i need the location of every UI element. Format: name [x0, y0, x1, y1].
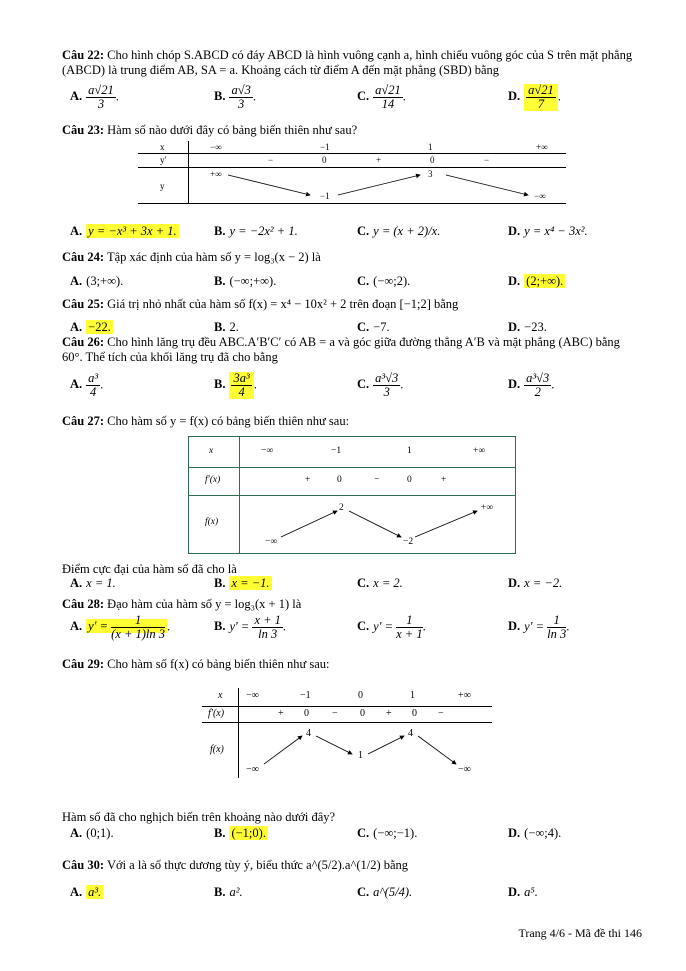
- option-d[interactable]: D. a⁵.: [508, 885, 538, 899]
- question-24: Câu 24: Tập xác định của hàm số y = log₃(x − 2) là: [62, 250, 321, 264]
- option-b[interactable]: B. $\frac{\text{3a³}}{4}$ .: [214, 371, 257, 399]
- option-c[interactable]: C. (−∞;2).: [357, 274, 411, 288]
- option-a[interactable]: A. y′ = $\frac{1}{(x + 1)\ln 3}$ .: [70, 613, 171, 641]
- question-23: Câu 23: Hàm số nào dưới đây có bảng biến thiên như sau?: [62, 123, 358, 137]
- option-d[interactable]: D. y′ = $\frac{1}{\ln 3}$ .: [508, 613, 570, 641]
- option-d[interactable]: D. (2;+∞).: [508, 274, 564, 288]
- option-d[interactable]: D. (−∞;4).: [508, 826, 562, 840]
- option-a[interactable]: A. $\frac{a√21}{3}$ .: [70, 83, 119, 111]
- option-b[interactable]: B. y = −2x² + 1.: [214, 224, 298, 238]
- option-c[interactable]: C. y = (x + 2)/x.: [357, 224, 441, 238]
- question-25: Câu 25: Giá trị nhỏ nhất của hàm số f(x) = x⁴ − 10x² + 2 trên đoạn [−1;2] bằng: [62, 297, 459, 311]
- option-d[interactable]: D. y = x⁴ − 3x².: [508, 224, 588, 238]
- variation-arrows: [202, 688, 492, 778]
- option-a[interactable]: A. (0;1).: [70, 826, 114, 840]
- option-c[interactable]: C. −7.: [357, 320, 390, 334]
- option-b[interactable]: B. 2.: [214, 320, 239, 334]
- option-c[interactable]: C. $\frac{\text{a³√3}}{3}$ .: [357, 371, 404, 399]
- question-22: [62, 48, 642, 78]
- question-29: Câu 29: Cho hàm số f(x) có bảng biến thiên như sau:: [62, 657, 330, 671]
- option-b[interactable]: B. y′ = $\frac{x + 1}{\ln 3}$ .: [214, 613, 287, 641]
- option-d[interactable]: D. −23.: [508, 320, 547, 334]
- option-a[interactable]: A. −22.: [70, 320, 111, 334]
- variation-arrows: [138, 141, 566, 203]
- option-d[interactable]: D. x = −2.: [508, 576, 563, 590]
- option-a[interactable]: A. (3;+∞).: [70, 274, 124, 288]
- option-a[interactable]: A. x = 1.: [70, 576, 116, 590]
- question-30: Câu 30: Với a là số thực dương tùy ý, biểu thức a^(5/2).a^(1/2) bằng: [62, 858, 409, 872]
- variation-arrows: [189, 437, 515, 553]
- option-c[interactable]: C. y′ = $\frac{1}{x + 1}$ .: [357, 613, 426, 641]
- option-c[interactable]: C. $\frac{a√21}{14}$ .: [357, 83, 406, 111]
- option-b[interactable]: B. $\frac{a√3}{3}$ .: [214, 83, 256, 111]
- question-text: Cho hình chóp S.ABCD có đáy ABCD là hình vuông cạnh a, hình chiếu vuông góc của S trên mặt phẳng (ABCD) là trung điểm AB, SA = a. Khoảng cách từ điểm A đến mặt phẳng (SBD) bằng: [62, 48, 633, 77]
- variation-table-29: x −∞ −1 0 1 +∞ f′(x) + 0 − 0 + 0 − f(x) −∞ 4 1 4 −∞: [202, 688, 492, 778]
- option-c[interactable]: C. x = 2.: [357, 576, 403, 590]
- option-a[interactable]: A. $\frac{\text{a³}}{4}$ .: [70, 371, 104, 399]
- option-b[interactable]: B. (−∞;+∞).: [214, 274, 277, 288]
- variation-table-23: x −∞ −1 1 +∞ y′ − 0 + 0 − y +∞ −1 3 −∞: [138, 141, 566, 203]
- option-a[interactable]: A. a³.: [70, 885, 102, 899]
- question-label: Câu 22:: [62, 48, 105, 62]
- option-c[interactable]: C. a^(5/4).: [357, 885, 413, 899]
- question-28: Câu 28: Đạo hàm của hàm số y = log₃(x + 1) là: [62, 597, 302, 611]
- option-b[interactable]: B. (−1;0).: [214, 826, 266, 840]
- question-29-prompt: Hàm số đã cho nghịch biến trên khoảng nào dưới đây?: [62, 810, 336, 824]
- answer-highlight: $\frac{a√21}{7}$: [524, 84, 558, 111]
- question-27: Câu 27: Cho hàm số y = f(x) có bảng biến thiên như sau:: [62, 414, 350, 428]
- option-d[interactable]: D. $\frac{\text{a³√3}}{2}$ .: [508, 371, 555, 399]
- question-26: Câu 26: Cho hình lăng trụ đều ABC.A′B′C′ có AB = a và góc giữa đường thẳng A′B và mặt phẳng (ABC) bằng 60°. Thể tích của khối lăng trụ đã cho bằng: [62, 335, 620, 364]
- option-b[interactable]: B. x = −1.: [214, 576, 270, 590]
- option-a[interactable]: A. y = −x³ + 3x + 1.: [70, 224, 177, 238]
- option-c[interactable]: C. (−∞;−1).: [357, 826, 418, 840]
- variation-table-27: x −∞ −1 1 +∞ f′(x) + 0 − 0 + f(x) −∞ 2 −2 +∞: [188, 436, 516, 554]
- question-27-prompt: Điểm cực đại của hàm số đã cho là: [62, 562, 237, 576]
- option-b[interactable]: B. a².: [214, 885, 243, 899]
- page-footer: Trang 4/6 - Mã đề thi 146: [518, 926, 642, 940]
- option-d[interactable]: D. $\frac{a√21}{7}$ .: [508, 83, 561, 111]
